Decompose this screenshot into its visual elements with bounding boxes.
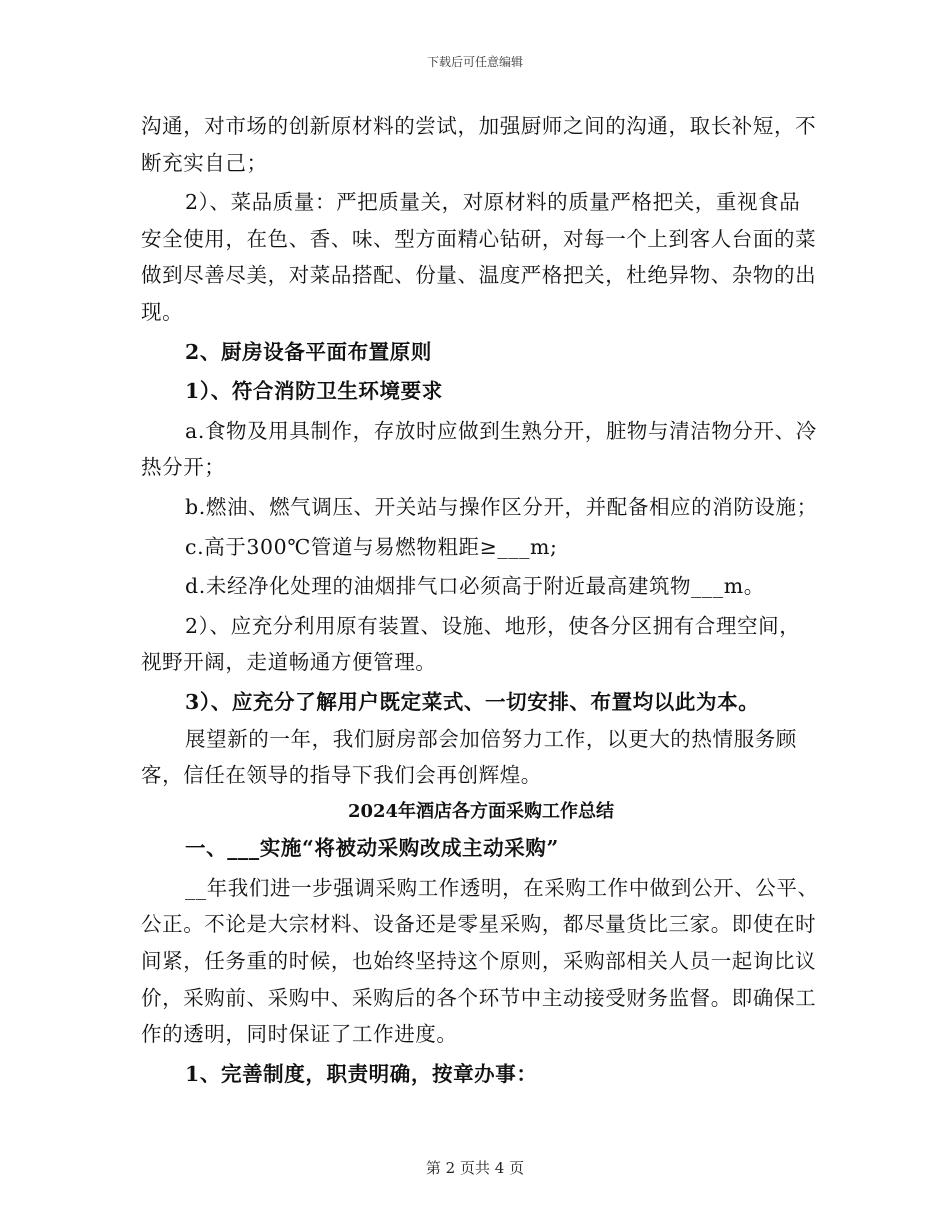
paragraph: a.食物及用具制作，存放时应做到生熟分开，脏物与清洁物分开、冷热分开； [141, 418, 817, 480]
paragraph: __年我们进一步强调采购工作透明，在采购工作中做到公开、公平、公正。不论是大宗材料、设备还是零星采购，都尽量货比三家。即使在时间紧，任务重的时候，也始终坚持这个原则，采购部相关人员一起询比议价，采购前、采购中、采购后的各个环节中主动接受财务监督。即确保工作的透明，同时保证了工作进度。 [141, 875, 819, 1047]
section-heading: 一、___实施“将被动采购改成主动采购” [185, 836, 559, 861]
paragraph: 展望新的一年，我们厨房部会加倍努力工作，以更大的热情服务顾客，信任在领导的指导下我们会再创辉煌。 [141, 726, 797, 788]
document-title: 2024年酒店各方面采购工作总结 [347, 800, 615, 822]
section-heading: 1、完善制度，职责明确，按章办事： [185, 1061, 538, 1086]
section-heading: 2、厨房设备平面布置原则 [185, 339, 432, 364]
paragraph: 沟通，对市场的创新原材料的尝试，加强厨师之间的沟通，取长补短，不断充实自己； [141, 114, 817, 175]
paragraph: 2）、菜品质量：严把质量关，对原材料的质量严格把关，重视食品安全使用，在色、香、味、型方面精心钻研，对每一个上到客人台面的菜做到尽善尽美，对菜品搭配、份量、温度严格把关，杜绝异物、杂物的出现。 [141, 190, 817, 324]
subsection-heading: 1）、符合消防卫生环境要求 [185, 379, 443, 404]
paragraph: c.高于300℃管道与易燃物粗距≥___m; [185, 534, 558, 559]
paragraph: b.燃油、燃气调压、开关站与操作区分开，并配备相应的消防设施； [185, 494, 818, 519]
paragraph: d.未经净化处理的油烟排气口必须高于附近最高建筑物___m。 [185, 574, 765, 599]
page-footer: 第 2 页共 4 页 [425, 1159, 525, 1177]
document-body [141, 108, 821, 1092]
paragraph: 2）、应充分利用原有装置、设施、地形，使各分区拥有合理空间，视野开阔，走道畅通方便管理。 [141, 613, 801, 675]
subsection-heading: 3）、应充分了解用户既定菜式、一切安排、布置均以此为本。 [185, 689, 760, 714]
page-header: 下载后可任意编辑 [426, 55, 523, 69]
